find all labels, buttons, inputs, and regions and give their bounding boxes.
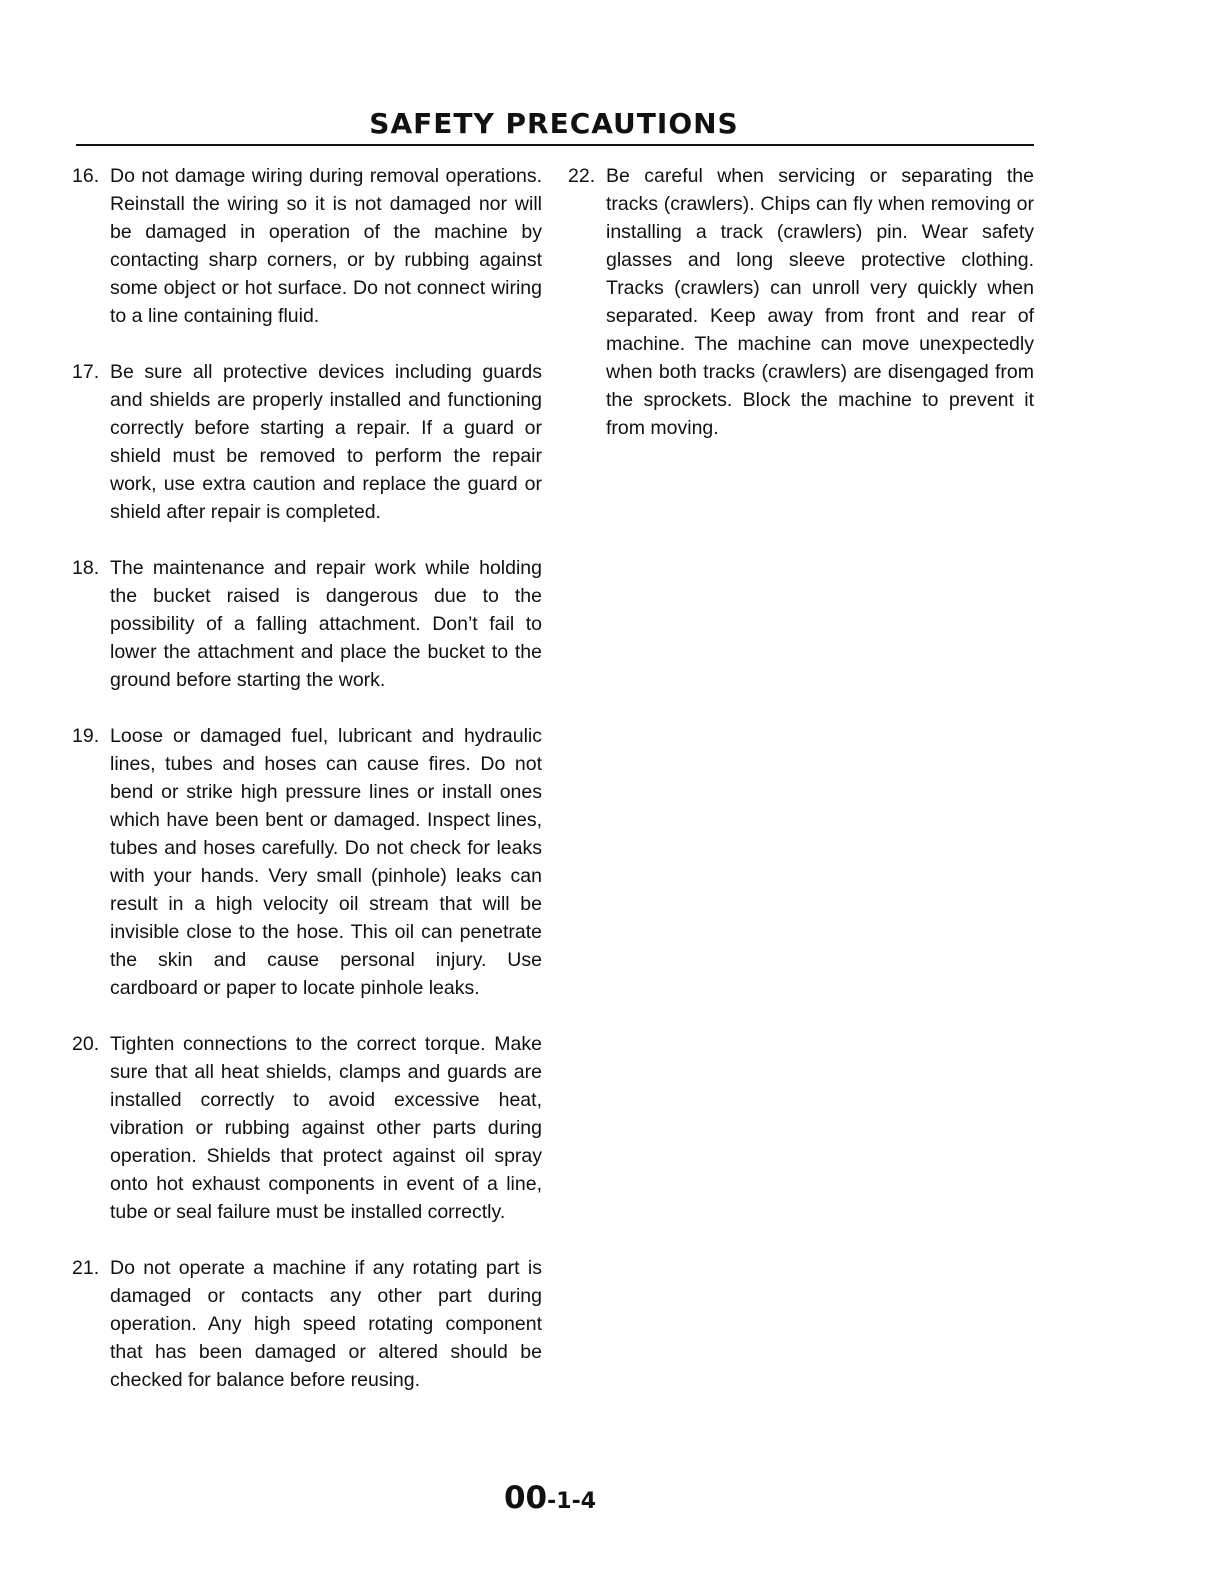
right-column [568,162,1034,470]
page-title: SAFETY PRECAUTIONS [369,107,739,140]
page-number [0,1480,1100,1516]
page-number-minor: -1-4 [547,1489,597,1514]
item-number: 22. [568,165,596,187]
list-item [568,162,1034,442]
list-item [72,1254,542,1394]
item-text: Loose or damaged fuel, lubricant and hydraulic lines, tubes and hoses can cause fires. Do not bend or strike high pressure lines or install ones which have been bent or damaged. Inspect lines, tubes and hoses carefully. Do not check for leaks with your hands. Very small (pinhole) leaks can result in a high velocity oil stream that will be invisible close to the hose. This oil can penetrate the skin and cause personal injury. Use cardboard or paper to locate pinhole leaks. [110,725,542,999]
item-text: Do not operate a machine if any rotating part is damaged or contacts any other part during operation. Any high speed rotating component that has been damaged or altered should be checked for balance before reusing. [110,1257,542,1391]
list-item [72,722,542,1002]
list-item [72,554,542,694]
page-number-major: 00 [503,1480,548,1516]
item-number: 21. [72,1257,100,1279]
item-text: Be sure all protective devices including guards and shields are properly installed and functioning correctly before starting a repair. If a guard or shield must be removed to perform the repair work, use extra caution and replace the guard or shield after repair is completed. [110,361,542,523]
item-number: 16. [72,165,100,187]
list-item [72,358,542,526]
item-number: 17. [72,361,100,383]
item-text: Do not damage wiring during removal operations. Reinstall the wiring so it is not damaged nor will be damaged in operation of the machine by contacting sharp corners, or by rubbing against some object or hot surface. Do not connect wiring to a line containing fluid. [110,165,542,327]
list-item [72,162,542,330]
item-number: 20. [72,1033,100,1055]
item-text: Tighten connections to the correct torque. Make sure that all heat shields, clamps and guards are installed correctly to avoid excessive heat, vibration or rubbing against other parts during operation. Shields that protect against oil spray onto hot exhaust components in event of a line, tube or seal failure must be installed correctly. [110,1033,542,1223]
item-number: 19. [72,725,100,747]
item-number: 18. [72,557,100,579]
item-text: The maintenance and repair work while holding the bucket raised is dangerous due to the possibility of a falling attachment. Don’t fail to lower the attachment and place the bucket to the ground before starting the work. [110,557,542,691]
left-column [72,162,542,1422]
item-text: Be careful when servicing or separating the tracks (crawlers). Chips can fly when removing or installing a track (crawlers) pin. Wear safety glasses and long sleeve protective clothing. Tracks (crawlers) can unroll very quickly when separated. Keep away from front and rear of machine. The machine can move unexpectedly when both tracks (crawlers) are disengaged from the sprockets. Block the machine to prevent it from moving. [606,165,1034,439]
title-divider [76,144,1034,146]
list-item [72,1030,542,1226]
